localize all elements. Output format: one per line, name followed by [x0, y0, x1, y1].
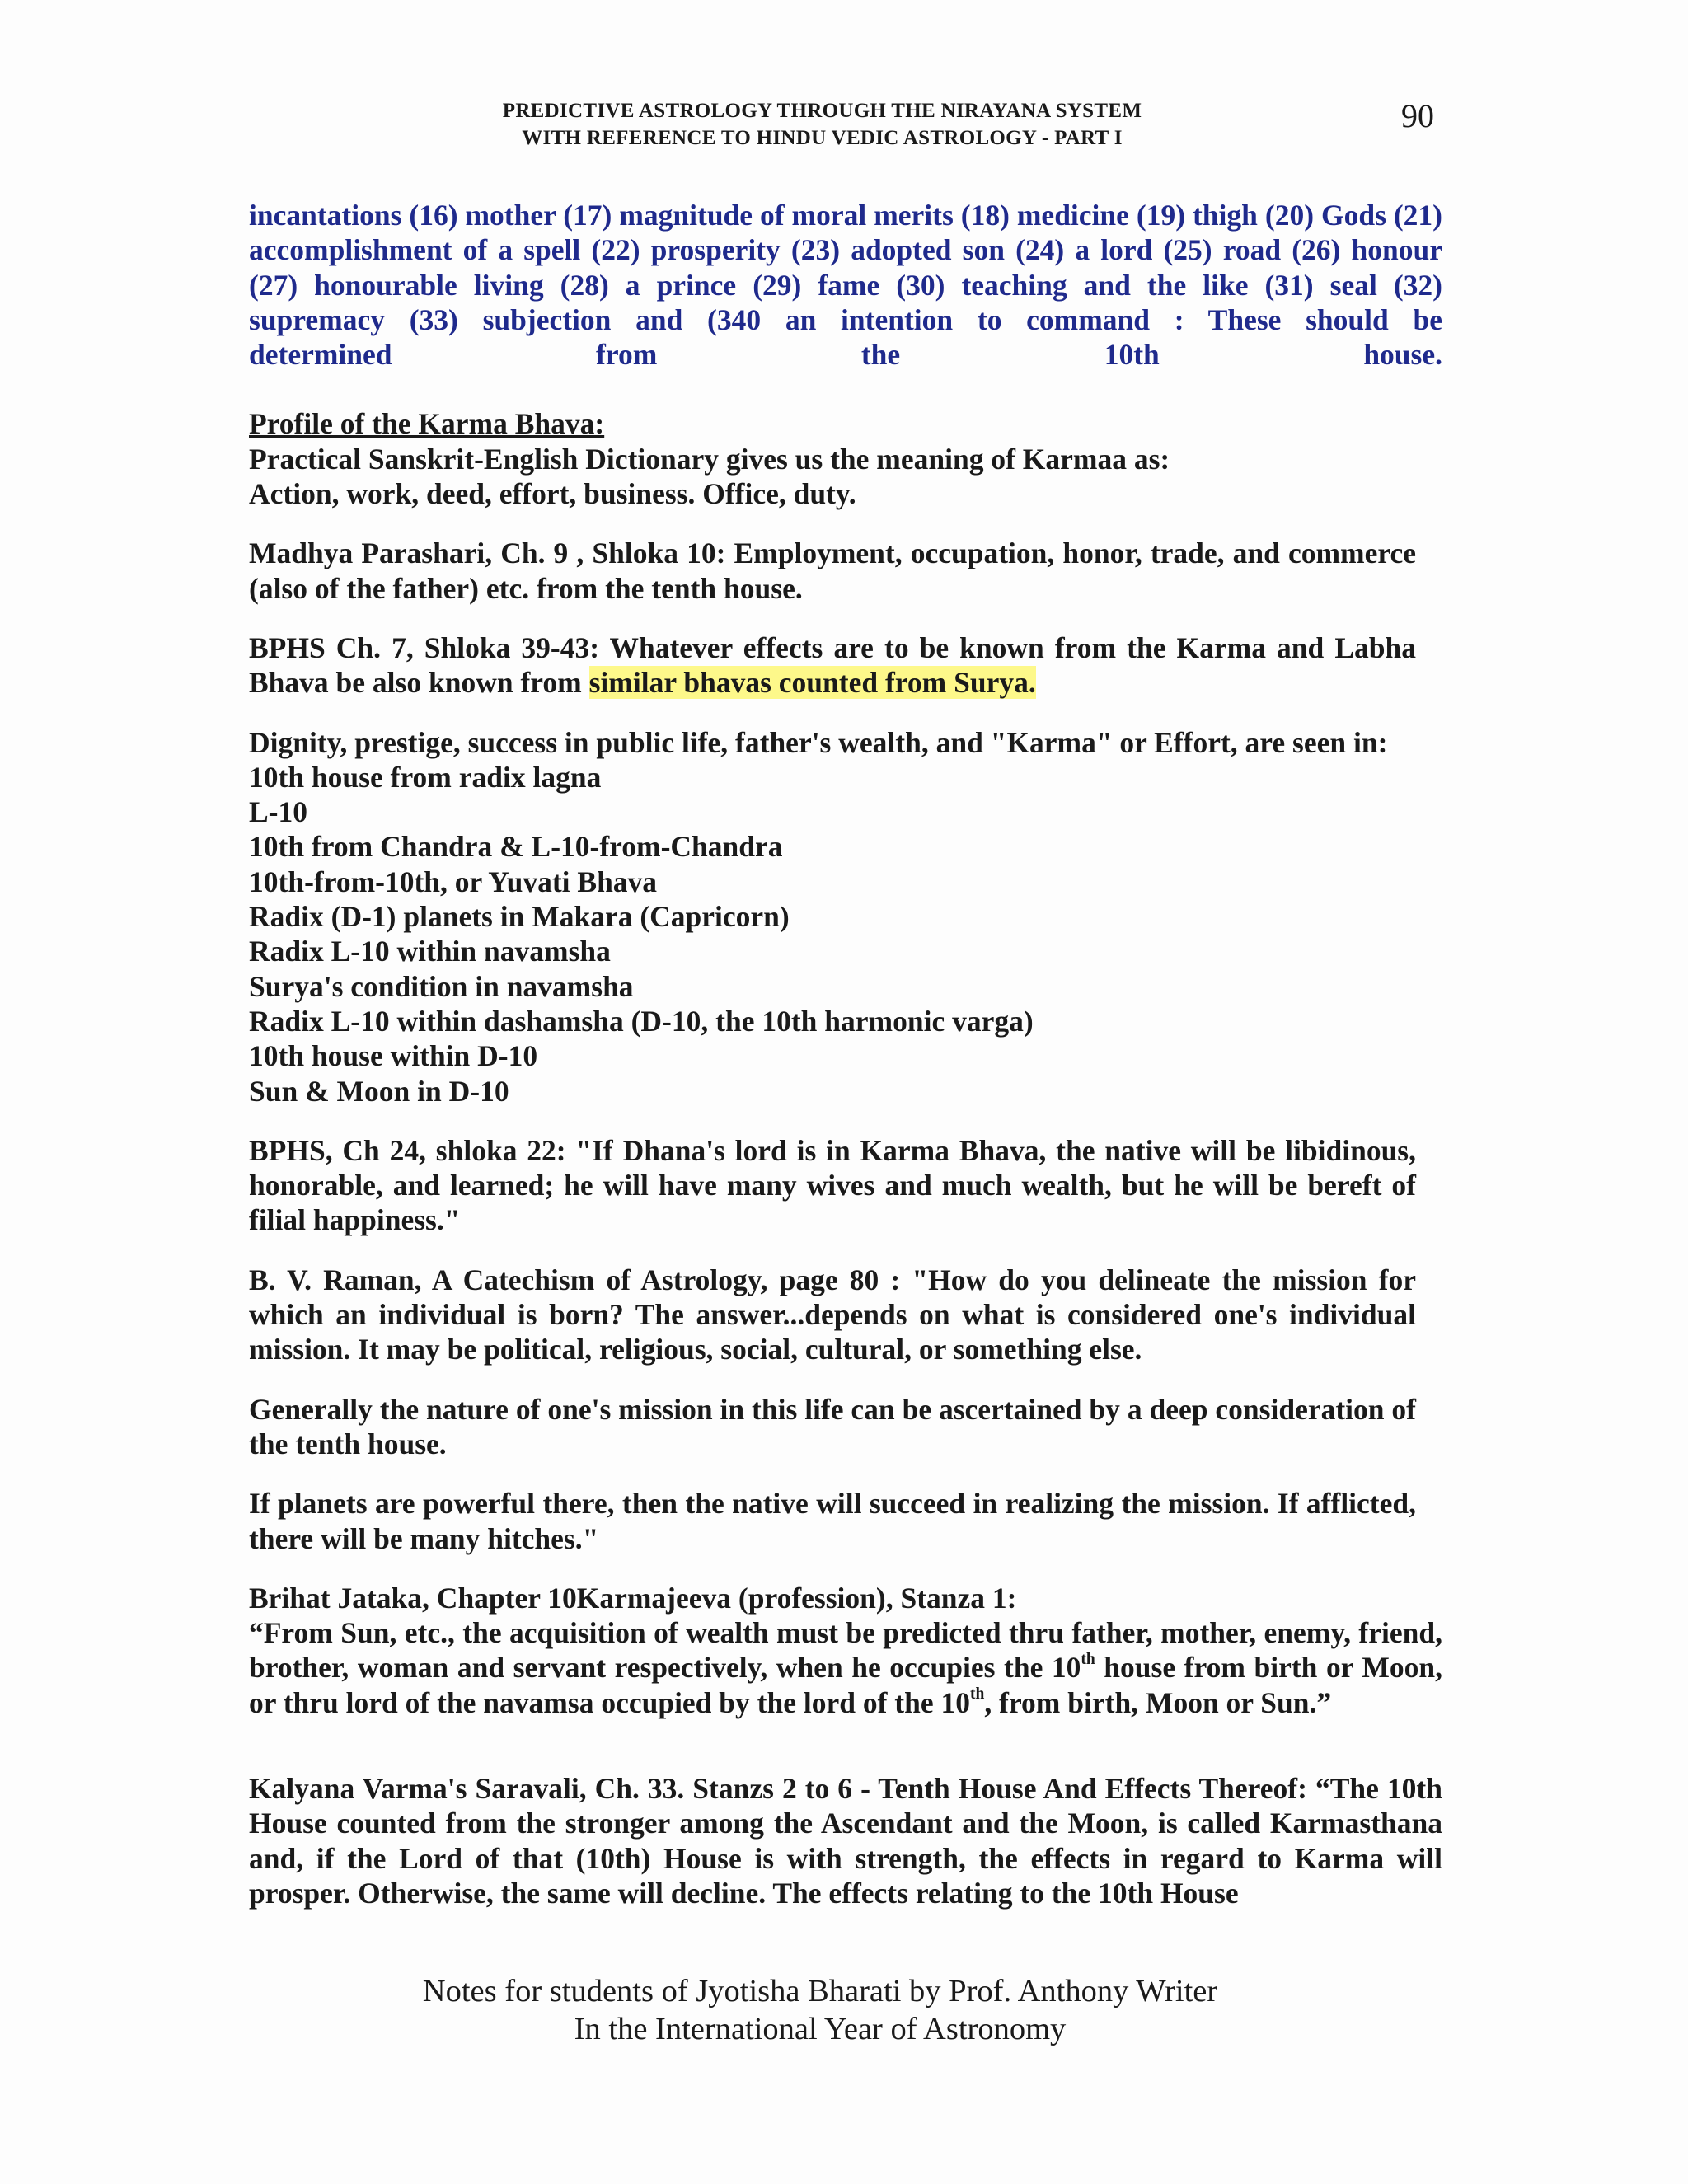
- intro-word: the: [860, 338, 901, 372]
- intro-paragraph: [249, 198, 1442, 372]
- brihat-text-2: house from birth or Moon, or thru lord of the navamsa occupied by the lord of the 10: [249, 1651, 1442, 1719]
- profile-heading: Profile of the Karma Bhava:: [249, 407, 605, 441]
- intro-last-line: [249, 337, 1442, 372]
- page-number: 90: [1401, 97, 1434, 134]
- footer-line-2: In the International Year of Astronomy: [574, 2012, 1067, 2046]
- footer-line-1: Notes for students of Jyotisha Bharati by Prof. Anthony Writer: [422, 1974, 1218, 2008]
- bphs-ch7-paragraph: [249, 630, 1416, 701]
- ordinal-suffix: th: [1081, 1650, 1095, 1668]
- dignity-intro: Dignity, prestige, success in public life, father's wealth, and "Karma" or Effort, are seen in:: [249, 725, 1388, 759]
- brihat-heading: Brihat Jataka, Chapter 10Karmajeeva (profession), Stanza 1:: [249, 1581, 1017, 1615]
- list-item: L-10: [249, 795, 307, 829]
- brihat-text-3: , from birth, Moon or Sun.”: [984, 1685, 1332, 1719]
- page-footer: [272, 1972, 1368, 2048]
- list-item: 10th house from radix lagna: [249, 760, 602, 794]
- list-item: 10th from Chandra & L-10-from-Chandra: [249, 830, 783, 864]
- raman-paragraph-2: Generally the nature of one's mission in this life can be ascertained by a deep consideration of the tenth house.: [249, 1392, 1416, 1460]
- list-item: Sun & Moon in D-10: [249, 1074, 509, 1108]
- list-item: Radix L-10 within navamsha: [249, 935, 611, 968]
- running-header: [330, 97, 1315, 152]
- header-line-2: WITH REFERENCE TO HINDU VEDIC ASTROLOGY - PART I: [522, 127, 1123, 149]
- saravali-paragraph: Kalyana Varma's Saravali, Ch. 33. Stanzs 2 to 6 - Tenth House And Effects Thereof: “The 10th House counted from the stronger among the Ascendant and the Moon, is called Karmasthana and, if the Lord of that (10th) House is with strength, the effects in regard to Karma will prosper. Otherwise, the same will decline. The effects relating to the 10th House: [249, 1771, 1442, 1910]
- madhya-parashari-paragraph: Madhya Parashari, Ch. 9 , Shloka 10: Employment, occupation, honor, trade, and commerce (also of the father) etc. from the tenth house.: [249, 537, 1416, 605]
- dignity-section: [249, 725, 1442, 1108]
- brihat-quote: [249, 1615, 1442, 1720]
- profile-line-1: Practical Sanskrit-English Dictionary gives us the meaning of Karmaa as:: [249, 442, 1170, 476]
- raman-paragraph-1: B. V. Raman, A Catechism of Astrology, page 80 : "How do you delineate the mission for which an individual is born? The answer...depends on what is considered one's individual mission. It may be political, religious, social, cultural, or something else.: [249, 1263, 1416, 1366]
- list-item: 10th-from-10th, or Yuvati Bhava: [249, 865, 658, 898]
- profile-section: [249, 406, 1442, 511]
- intro-word: 10th: [1104, 338, 1160, 372]
- list-item: Radix (D-1) planets in Makara (Capricorn): [249, 900, 790, 934]
- brihat-text-1: “From Sun, etc., the acquisition of wealth must be predicted thru father, mother, enemy, friend, brother, woman and servant respectively, when he occupies the 10: [249, 1616, 1442, 1685]
- bphs-ch24-paragraph: BPHS, Ch 24, shloka 22: "If Dhana's lord is in Karma Bhava, the native will be libidinous, honorable, and learned; he will have many wives and much wealth, but he will be bereft of filial happiness.": [249, 1133, 1416, 1237]
- list-item: 10th house within D-10: [249, 1039, 538, 1073]
- header-line-1: PREDICTIVE ASTROLOGY THROUGH THE NIRAYANA SYSTEM: [502, 100, 1142, 122]
- intro-word: from: [596, 338, 658, 372]
- list-item: Surya's condition in navamsha: [249, 969, 634, 1003]
- raman-paragraph-3: If planets are powerful there, then the native will succeed in realizing the mission. If afflicted, there will be many hitches.": [249, 1487, 1416, 1555]
- intro-text: incantations (16) mother (17) magnitude of moral merits (18) medicine (19) thigh (20) Gods (21) accomplishment of a spell (22) prosperity (23) adopted son (24) a lord (25) road (26) honour (27) honourable living (28) a prince (29) fame (30) teaching and the like (31) seal (32) supremacy (33) subjection and (340 an intention to command : These should be: [249, 199, 1442, 336]
- brihat-jataka-section: [249, 1581, 1442, 1720]
- list-item: Radix L-10 within dashamsha (D-10, the 10th harmonic varga): [249, 1004, 1034, 1038]
- intro-word: house.: [1363, 338, 1442, 372]
- page-body: [249, 198, 1442, 1910]
- intro-word: determined: [249, 338, 392, 372]
- ordinal-suffix: th: [970, 1685, 985, 1703]
- profile-line-2: Action, work, deed, effort, business. Office, duty.: [249, 477, 856, 511]
- bphs-ch7-text: BPHS Ch. 7, Shloka 39-43: Whatever effects are to be known from the Karma and Labha Bhava be also known from: [249, 630, 1416, 700]
- highlighted-text: similar bhavas counted from Surya.: [588, 666, 1036, 700]
- dignity-list: [249, 760, 1442, 1108]
